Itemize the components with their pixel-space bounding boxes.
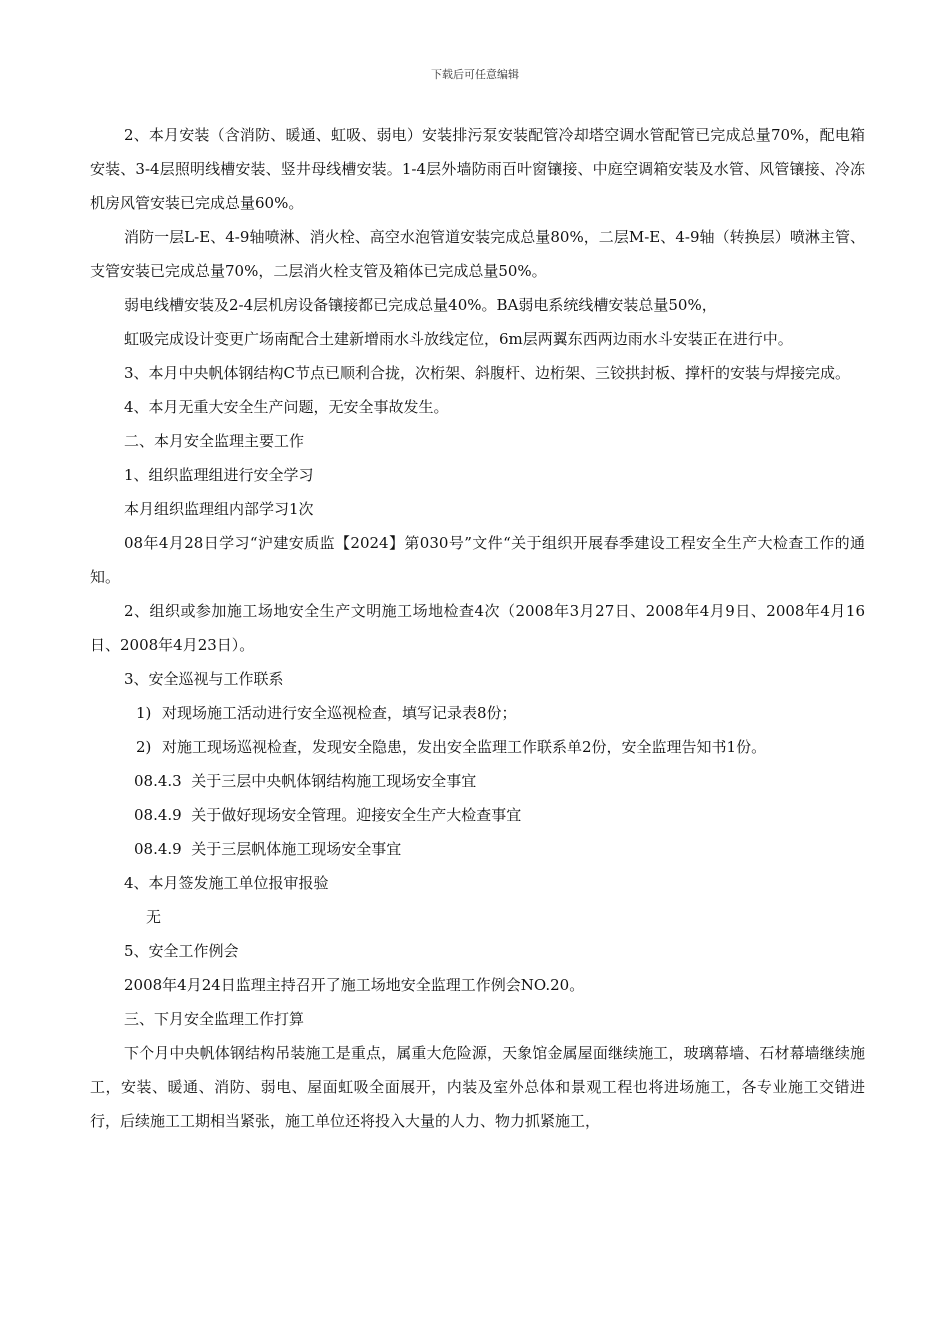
paragraph-siphon: 虹吸完成设计变更广场南配合土建新增雨水斗放线定位，6m层两翼东西两边雨水斗安装正在进行中。 xyxy=(124,330,793,348)
paragraph-next-month-plan: 下个月中央帆体钢结构吊装施工是重点，属重大危险源，天象馆金属屋面继续施工，玻璃幕墙、石材幕墙继续施工，安装、暖通、消防、弱电、屋面虹吸全面展开，内装及室外总体和景观工程也将进场施工，各专业施工交错进行，后续施工工期相当紧张，施工单位还将投入大量的人力、物力抓紧施工， xyxy=(90,1044,865,1130)
paragraph-steel-structure: 3、本月中央帆体钢结构C节点已顺利合拢，次桁架、斜腹杆、边桁架、三铰拱封板、撑杆的安装与焊接完成。 xyxy=(124,364,851,382)
paragraph-study-count: 本月组织监理组内部学习1次 xyxy=(124,500,314,518)
list-item-number: 2) xyxy=(136,738,152,756)
subheading-meeting: 5、安全工作例会 xyxy=(124,942,239,960)
section-heading-2: 二、本月安全监理主要工作 xyxy=(124,432,305,450)
paragraph-no-accidents: 4、本月无重大安全生产问题，无安全事故发生。 xyxy=(124,398,449,416)
subheading-patrol: 3、安全巡视与工作联系 xyxy=(124,670,284,688)
list-item-text: 对现场施工活动进行安全巡视检查，填写记录表8份； xyxy=(162,704,517,722)
paragraph-fire-protection: 消防一层L-E、4-9轴喷淋、消火栓、高空水泡管道安装完成总量80%，二层M-E、4-9轴（转换层）喷淋主管、支管安装已完成总量70%，二层消火栓支管及箱体已完成总量50%。 xyxy=(90,228,865,280)
subheading-approvals: 4、本月签发施工单位报审报验 xyxy=(124,874,329,892)
list-item-number: 1) xyxy=(136,704,152,722)
paragraph-meeting-detail: 2008年4月24日监理主持召开了施工场地安全监理工作例会NO.20。 xyxy=(124,976,585,994)
page-header: 下载后可任意编辑 xyxy=(431,68,519,81)
document-body xyxy=(90,118,865,1138)
list-item xyxy=(90,696,865,730)
list-item xyxy=(90,730,865,764)
section-heading-3: 三、下月安全监理工作打算 xyxy=(124,1010,305,1028)
paragraph-study-detail: 08年4月28日学习“沪建安质监【2024】第030号”文件“关于组织开展春季建设工程安全生产大检查工作的通知。 xyxy=(90,534,865,586)
notice-entry: 08.4.9 关于三层帆体施工现场安全事宜 xyxy=(134,840,402,858)
paragraph-site-inspections: 2、组织或参加施工场地安全生产文明施工场地检查4次（2008年3月27日、2008年4月9日、2008年4月16日、2008年4月23日）。 xyxy=(90,602,865,654)
subheading-safety-study: 1、组织监理组进行安全学习 xyxy=(124,466,314,484)
notice-entry: 08.4.3 关于三层中央帆体钢结构施工现场安全事宜 xyxy=(134,772,477,790)
notice-entry: 08.4.9 关于做好现场安全管理。迎接安全生产大检查事宜 xyxy=(134,806,522,824)
paragraph-none: 无 xyxy=(146,908,162,926)
paragraph-weak-current: 弱电线槽安装及2-4层机房设备镶接都已完成总量40%。BA弱电系统线槽安装总量50%， xyxy=(124,296,717,314)
paragraph-installation-progress: 2、本月安装（含消防、暖通、虹吸、弱电）安装排污泵安装配管冷却塔空调水管配管已完成总量70%，配电箱安装、3-4层照明线槽安装、竖井母线槽安装。1-4层外墙防雨百叶窗镶接、中庭空调箱安装及水管、风管镶接、冷冻机房风管安装已完成总量60%。 xyxy=(90,126,865,212)
list-item-text: 对施工现场巡视检查，发现安全隐患，发出安全监理工作联系单2份，安全监理告知书1份。 xyxy=(162,738,767,756)
